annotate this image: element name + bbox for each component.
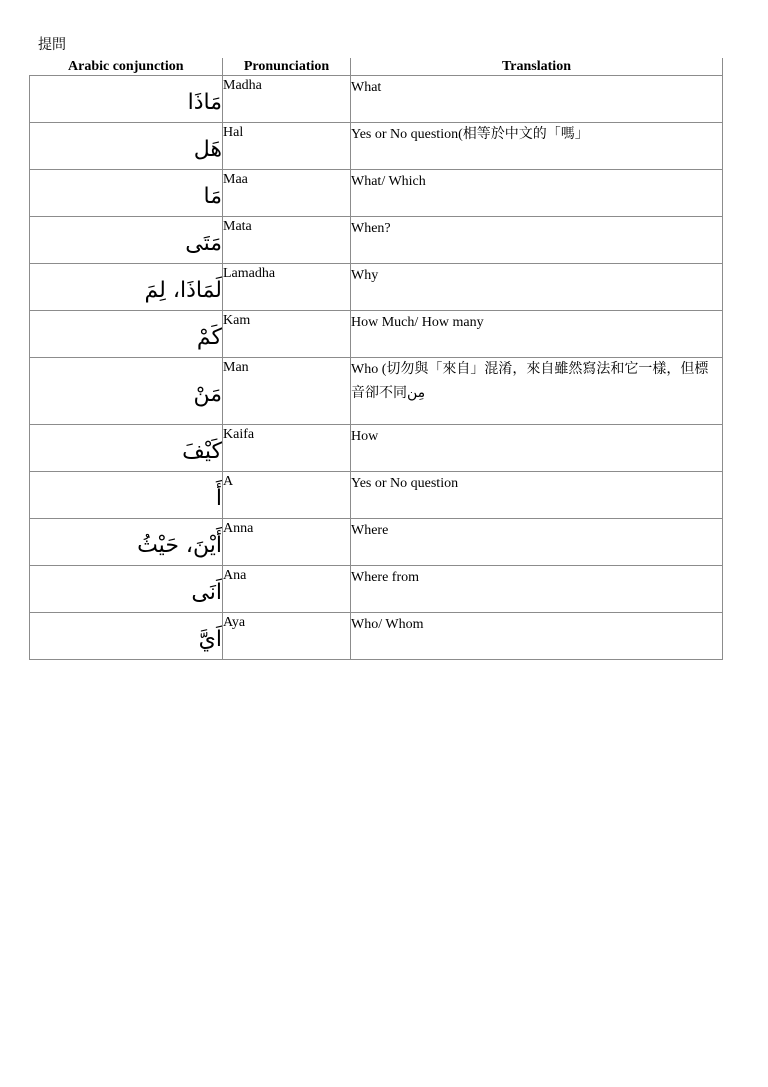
arabic-cell [30,311,223,358]
table-row [30,472,723,519]
pronunciation-cell: Maa [223,170,351,217]
pronunciation-cell: Ana [223,566,351,613]
arabic-text: كَمْ [196,325,222,350]
translation-cell [351,170,723,217]
table-row [30,566,723,613]
pronunciation-cell: Kam [223,311,351,358]
translation-cell [351,123,723,170]
translation-text: What/ Which [351,174,426,189]
translation-cell [351,425,723,472]
translation-text: When? [351,221,391,236]
table-row [30,170,723,217]
pronunciation-cell: Hal [223,123,351,170]
arabic-cell [30,519,223,566]
table-row [30,264,723,311]
arabic-text: مَا [203,184,222,209]
table-row [30,311,723,358]
translation-cell [351,358,723,425]
arabic-text: لَمَاذَا، لِمَ [144,278,222,303]
table-row [30,217,723,264]
arabic-cell [30,613,223,660]
table-header-row [30,58,723,76]
arabic-text: اَيَّ [198,627,222,652]
arabic-text: أَيْنَ، حَيْثُ [137,533,222,558]
arabic-cell [30,566,223,613]
translation-text: Why [351,268,379,283]
pronunciation-cell: Mata [223,217,351,264]
conjunction-table [29,58,723,660]
pronunciation-cell: A [223,472,351,519]
table-row [30,123,723,170]
translation-text: Yes or No question [351,476,459,491]
table-row [30,76,723,123]
pronunciation-cell: Lamadha [223,264,351,311]
pronunciation-cell: Kaifa [223,425,351,472]
table-row [30,519,723,566]
arabic-text: مَاذَا [187,90,222,115]
translation-cell [351,472,723,519]
header-arabic-conjunction: Arabic conjunction [30,58,223,76]
table-row [30,358,723,425]
translation-cell [351,519,723,566]
arabic-text: كَيْفَ [182,439,222,464]
arabic-cell [30,123,223,170]
arabic-text: مَنْ [193,382,222,407]
translation-text: Yes or No question(相等於中文的「嗎」 [351,127,589,142]
translation-cell [351,217,723,264]
pronunciation-cell: Man [223,358,351,425]
arabic-text: هَل [193,137,222,162]
translation-text: Who (切勿與「來自」混淆，來自雖然寫法和它一樣，但標音卻不同مِن [351,362,709,401]
translation-text: Who/ Whom [351,617,424,632]
table-row [30,613,723,660]
translation-cell [351,76,723,123]
translation-text: How [351,429,379,444]
pronunciation-cell: Aya [223,613,351,660]
translation-cell [351,264,723,311]
page-title: 提問 [38,37,66,53]
pronunciation-cell: Anna [223,519,351,566]
table-row [30,425,723,472]
header-pronunciation: Pronunciation [223,58,351,76]
translation-text: Where from [351,570,420,585]
arabic-text: أَ [215,486,222,511]
translation-cell [351,311,723,358]
arabic-cell [30,217,223,264]
translation-cell [351,566,723,613]
header-translation: Translation [351,58,723,76]
arabic-cell [30,472,223,519]
translation-text: How Much/ How many [351,315,484,330]
arabic-cell [30,264,223,311]
translation-text: What [351,80,382,95]
arabic-text: مَتَى [185,231,222,256]
translation-cell [351,613,723,660]
arabic-text: اَنَى [191,580,222,605]
arabic-cell [30,76,223,123]
translation-text: Where [351,523,389,538]
arabic-cell [30,358,223,425]
pronunciation-cell: Madha [223,76,351,123]
arabic-cell [30,425,223,472]
arabic-cell [30,170,223,217]
